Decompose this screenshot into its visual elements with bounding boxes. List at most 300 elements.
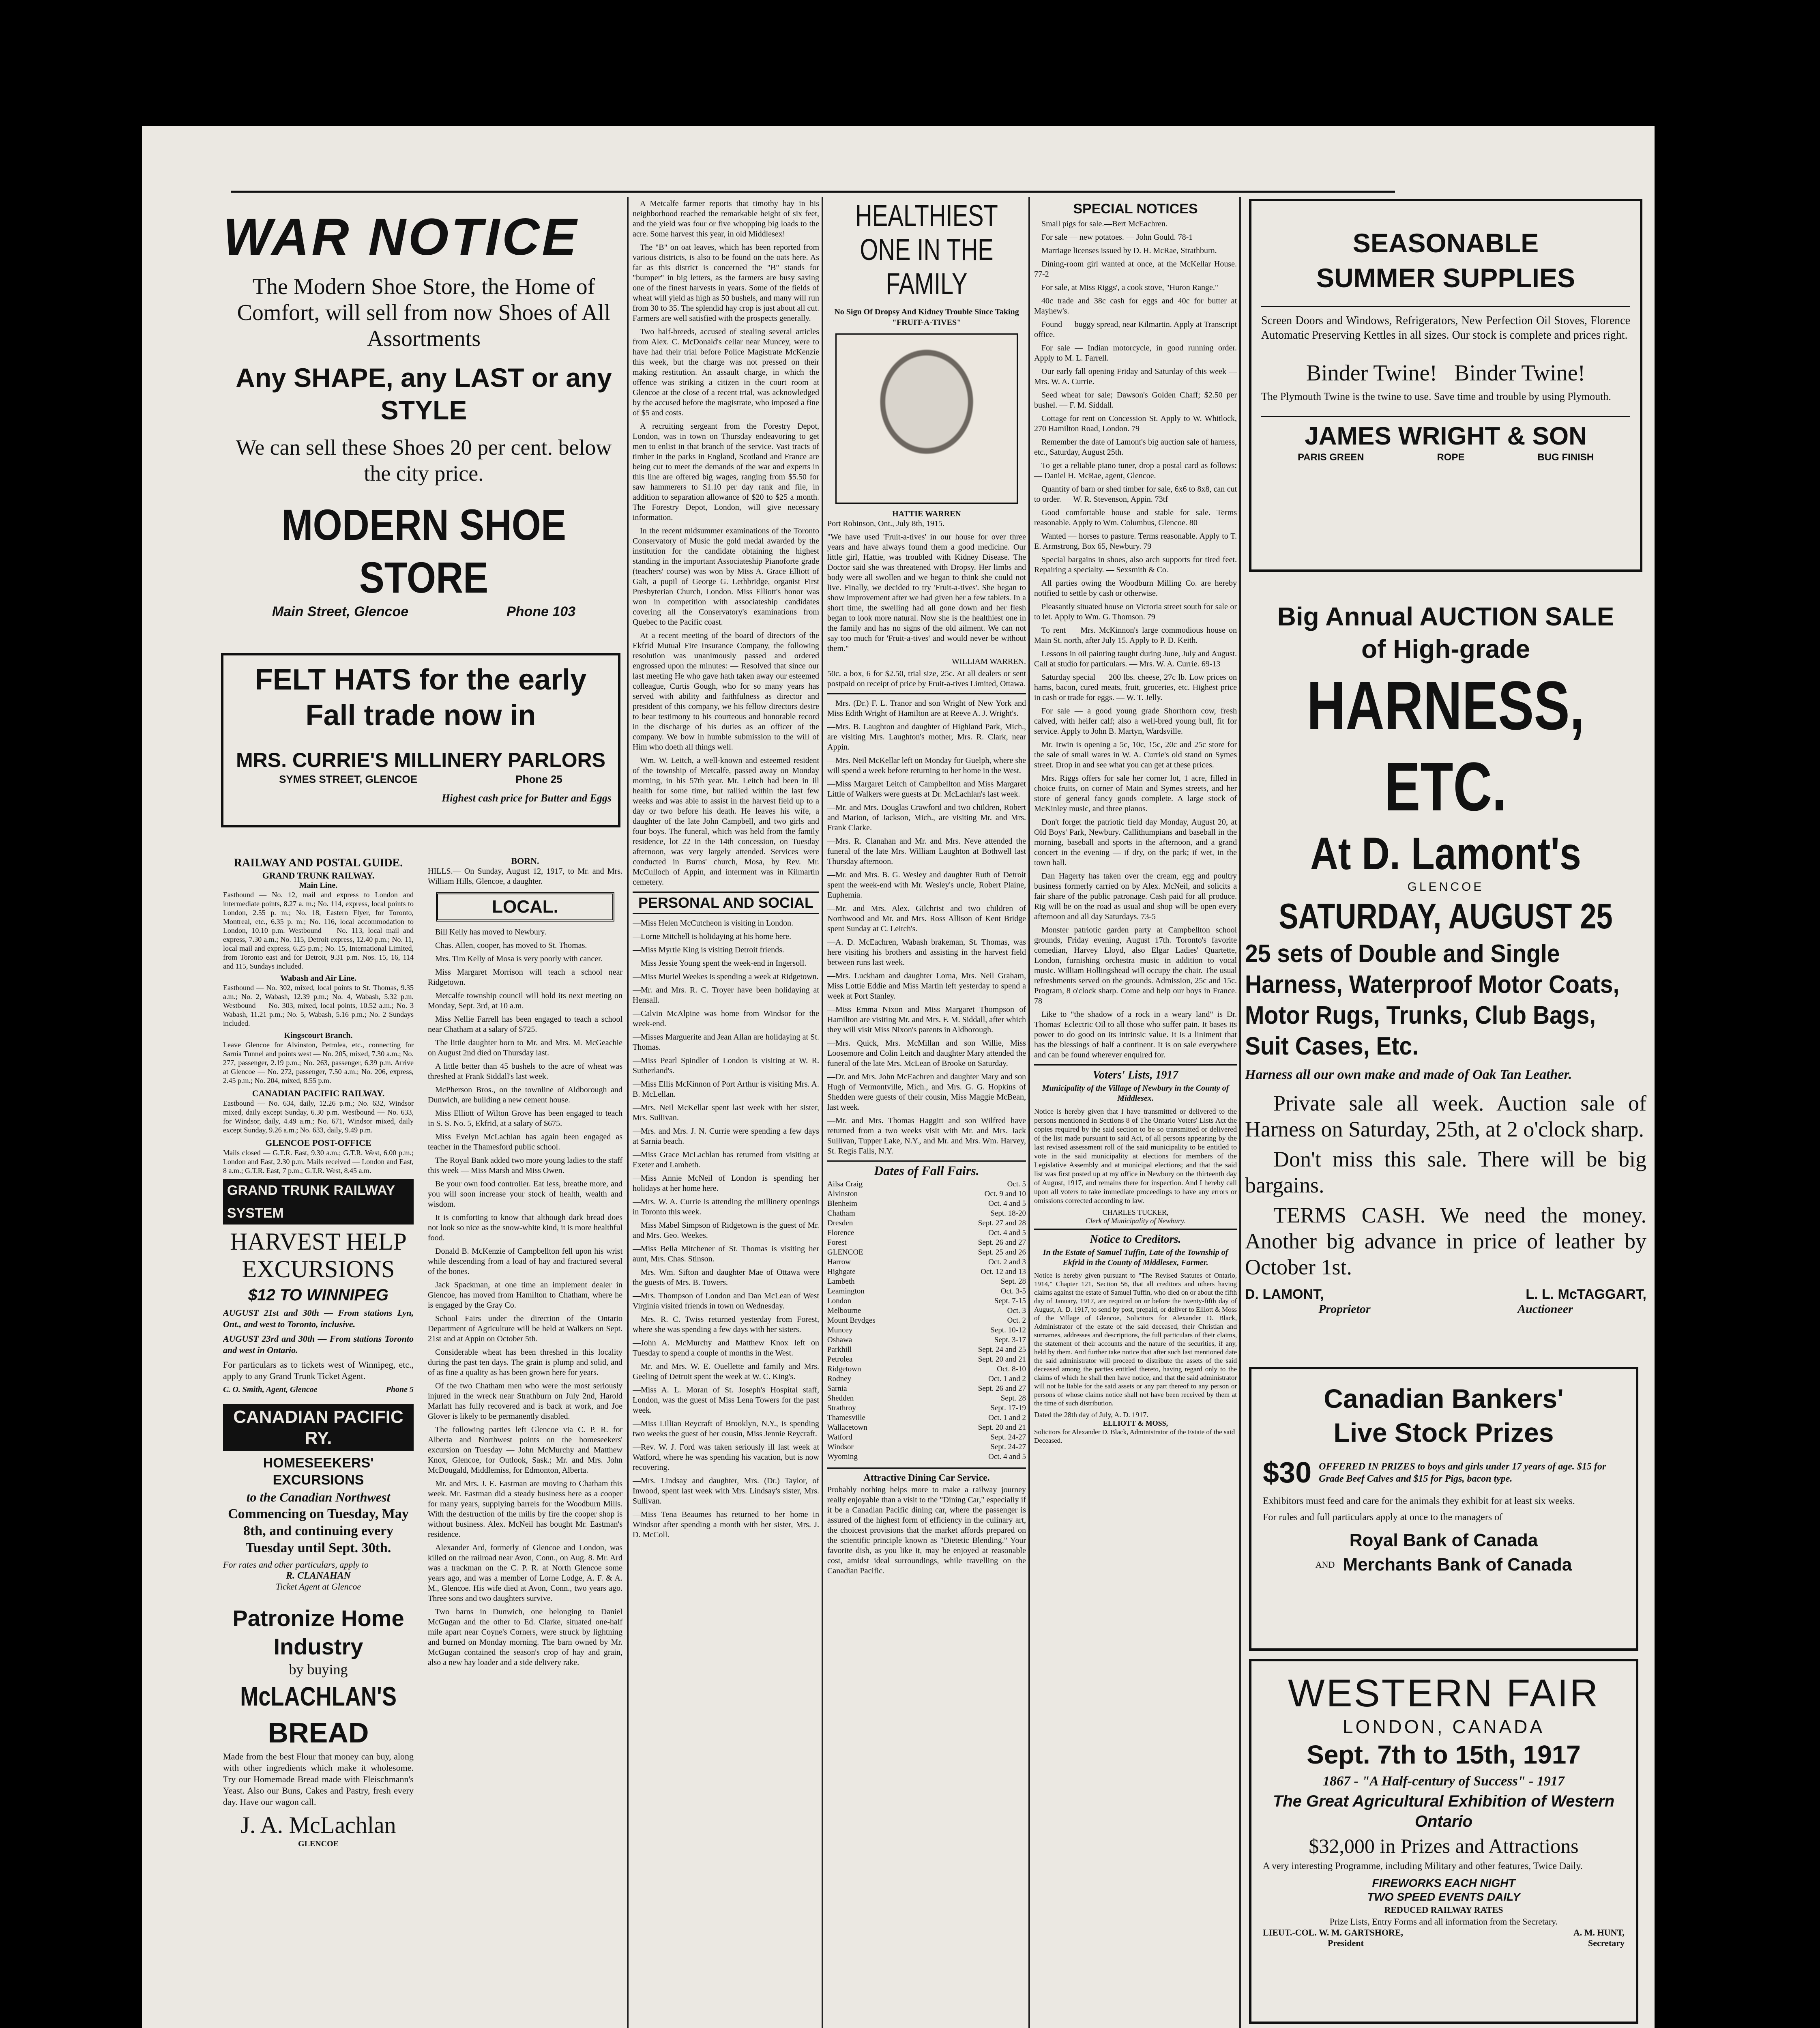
bread-town: GLENCOE	[298, 1839, 339, 1848]
fair-row	[827, 1228, 1026, 1238]
local-item: Alexander Ard, formerly of Glencoe and London, was killed on the railroad near Avon, Conn., on Aug. 8. Mr. Ard was a trackman on the C. P. R. at North Glencoe some years ago, and was a member of Lorne Lodge, A. F. & A. M., Glencoe. His wife died at Avon, Conn., two years ago. Three sons and two daughters survive.	[428, 1543, 622, 1603]
local-item: Miss Evelyn McLachlan has again been engaged as teacher in the Thamesford public school.	[428, 1132, 622, 1151]
personal-item: —Mrs. and Mrs. J. N. Currie were spending a few days at Sarnia beach.	[633, 1127, 819, 1146]
felt-hats-headline: FELT HATS for the early Fall trade now in	[255, 664, 587, 732]
special-notice: Cottage for rent on Concession St. Apply to W. Whitlock, 270 Hamilton Road, London. 79	[1034, 414, 1237, 433]
fair-row	[827, 1403, 1026, 1413]
wabash-label: Wabash and Air Line.	[280, 974, 356, 983]
fair-row	[827, 1306, 1026, 1316]
fair-place: Petrolea	[827, 1355, 853, 1364]
fair-date: Oct. 2	[1007, 1316, 1026, 1325]
war-notice-street: Main Street, Glencoe	[272, 604, 409, 619]
born-title: BORN.	[511, 856, 539, 866]
fair-date: Oct. 5	[1007, 1180, 1026, 1188]
personal-item: —Mrs. Lindsay and daughter, Mrs. (Dr.) Taylor, of Inwood, spent last week with Mrs. Lindsay's sister, Mrs. Sullivan.	[633, 1476, 819, 1506]
harvest-aug21: AUGUST 21st and 30th — From stations Lyn, Ont., and west to Toronto, inclusive.	[223, 1308, 414, 1329]
special-notice: Found — buggy spread, near Kilmartin. Apply at Transcript office.	[1034, 320, 1237, 339]
creditors-dated: Dated the 28th day of July, A. D. 1917.	[1034, 1411, 1148, 1419]
western-fair-prizes: $32,000 in Prizes and Attractions	[1309, 1835, 1579, 1857]
main-line-text: Eastbound — No. 12, mail and express to London and intermediate points, 8.27 a. m.; No. 114, express, local points to London, 2.55 p. m.; No. 18, Eastern Flyer, for Toronto, Montreal, etc., 6.35 p. m.; No. 116, local accommodation to London, 10.10 p.m. Westbound — No. 113, local mail and express, 7.30 a.m.; No. 115, Detroit express, 12.40 p.m.; No. 11, local mail and express, 6.25 p.m.; No. 15, International Limited, from Toronto east and for Detroit, 9.31 p.m. Nos. 15, 16, 114 and 115, Sundays included.	[223, 891, 414, 970]
voters-signature-title: Clerk of Municipality of Newbury.	[1085, 1217, 1186, 1225]
local-item: Miss Nellie Farrell has been engaged to teach a school near Chatham at a salary of $725.	[428, 1015, 622, 1034]
fair-place: Chatham	[827, 1209, 855, 1218]
news-item: A Metcalfe farmer reports that timothy hay in his neighborhood reached the remarkable height of six feet, and the yield was four or five whopping big loads to the acre. Some harvest this year, in old Middlesex!	[633, 199, 819, 238]
fair-date: Oct. 8-10	[997, 1365, 1026, 1373]
cpr-title: CANADIAN PACIFIC RAILWAY.	[252, 1088, 385, 1098]
war-notice-shape: Any SHAPE, any LAST or any STYLE	[236, 363, 612, 425]
auction-items: 25 sets of Double and Single Harness, Waterproof Motor Coats, Motor Rugs, Trunks, Club Bags, Suit Cases, Etc.	[1245, 940, 1620, 1060]
special-notice: Seed wheat for sale; Dawson's Golden Chaff; $2.50 per bushel. — F. M. Siddall.	[1034, 391, 1237, 410]
voters-signature: CHARLES TUCKER,	[1102, 1208, 1169, 1216]
western-fair-president-title: President	[1328, 1938, 1364, 1948]
harvest-aug23: AUGUST 23rd and 30th — From stations Toronto and west in Ontario.	[223, 1334, 414, 1355]
fair-date: Sept. 24-27	[990, 1433, 1026, 1442]
fair-row	[827, 1355, 1026, 1364]
creditors-text: Notice is hereby given pursuant to "The Revised Statutes of Ontario, 1914," Chapter 121, Section 56, that all creditors and others having claims against the estate of Samuel Tuffin, who died on or about the fifth day of January, 1917, are required on or before the twenty-fifth day of August, A. D. 1917, to send by post, prepaid, or deliver to Elliott & Moss of the Village of Glencoe, Solicitors for Alexander D. Black, Administrator of the estate of the said deceased, their Christian and surnames, addresses and descriptions, the full particulars of their claims, the statement of their accounts and the nature of the securities, if any, held by them. And further take notice that after such last mentioned date the said administrator will proceed to distribute the assets of the said deceased among the parties entitled thereto, having regard only to the claims of which he shall then have notice, and that the said administrator will not be liable for the said assets or any part thereof to any person or persons of whose claims notice shall not have been received by them at the time of such distribution.	[1034, 1272, 1237, 1407]
personal-item: —Mr. and Mrs. Thomas Haggitt and son Wilfred have returned from a two weeks visit with Mr. and Mrs. Jack Sullivan, Tupper Lake, N.Y., and Mr. and Mrs. Wm. Harvey, St. Regis Falls, N.Y.	[827, 1116, 1026, 1156]
fair-date: Oct. 4 and 5	[988, 1229, 1026, 1237]
local-item: Miss Margaret Morrison will teach a school near Ridgetown.	[428, 968, 622, 987]
auction-at: At D. Lamont's	[1310, 828, 1581, 879]
personal-item: —Miss Emma Nixon and Miss Margaret Thompson of Hamilton are visiting Mr. and Mrs. F. M. Siddall, after which they will visit Miss Nixon's parents in Aldborough.	[827, 1005, 1026, 1034]
homeseekers-rates: For rates and other particulars, apply to	[223, 1560, 369, 1570]
bankers-exhibitors: Exhibitors must feed and care for the animals they exhibit for at least six weeks.	[1263, 1496, 1575, 1506]
special-notice: To get a reliable piano tuner, drop a postal card as follows: — Daniel H. McRae, agent, Glencoe.	[1034, 461, 1237, 480]
felt-hats-phone: Phone 25	[515, 773, 562, 785]
personal-item: —Mr. and Mrs. Alex. Gilchrist and two children of Northwood and Mr. and Mrs. Ross Allison of Kent Bridge spent Sunday at C. Leitch's.	[827, 904, 1026, 933]
western-fair-ad	[1249, 1659, 1638, 2024]
fair-place: Rodney	[827, 1375, 852, 1383]
local-item: Metcalfe township council will hold its next meeting on Monday, Sept. 3rd, at 10 a.m.	[428, 991, 622, 1010]
fair-date: Sept. 26 and 27	[978, 1238, 1026, 1247]
auction-auctioneer: L. L. McTAGGART,	[1526, 1287, 1646, 1302]
top-rule	[231, 191, 1395, 193]
special-notice: Monster patriotic garden party at Campbellton school grounds, Friday evening, August 17th. Toronto's favorite comedian, Harvey Lloyd, also Elgar Ladies' Quartette, London, furnishing orchestra music in addition to vocal music. William Hollingshead will occupy the chair. The usual refreshments served on the grounds. Admission, 25c and 15c. Program, 8 o'clock sharp. Come and help our boys in France. 78	[1034, 926, 1237, 1005]
special-notice: Our early fall opening Friday and Saturday of this week — Mrs. W. A. Currie.	[1034, 367, 1237, 386]
special-notice: Quantity of barn or shed timber for sale, 6x6 to 8x8, can cut to order. — W. R. Stevenson, Appin. 73tf	[1034, 485, 1237, 504]
personal-title: PERSONAL AND SOCIAL	[633, 892, 819, 914]
product-paris-green: PARIS GREEN	[1297, 452, 1364, 463]
local-heading: LOCAL.	[492, 897, 558, 917]
personal-item: —Miss Bella Mitchener of St. Thomas is visiting her aunt, Mrs. Chas. Stinson.	[633, 1244, 819, 1263]
special-notice: Lessons in oil painting taught during June, July and August. Call at studio for particulars. — Mrs. W. A. Currie. 69-13	[1034, 649, 1237, 668]
western-fair-programme: A very interesting Programme, including Military and other features, Twice Daily.	[1263, 1861, 1583, 1871]
dining-car-title: Attractive Dining Car Service.	[827, 1467, 1026, 1485]
product-rope: ROPE	[1437, 452, 1465, 463]
born-text: HILLS.— On Sunday, August 12, 1917, to Mr. and Mrs. William Hills, Glencoe, a daughter.	[428, 867, 622, 886]
fair-row	[827, 1413, 1026, 1423]
auction-terms: TERMS CASH. We need the money. Another big advance in price of leather by October 1st.	[1245, 1203, 1646, 1279]
personal-item: —Miss Mabel Simpson of Ridgetown is the guest of Mr. and Mrs. Geo. Weekes.	[633, 1221, 819, 1240]
personal-item: —Mrs. Neil McKellar spent last week with her sister, Mrs. Sullivan.	[633, 1103, 819, 1122]
personal-item: —Mrs. B. Laughton and daughter of Highland Park, Mich., are visiting Mrs. Laughton's mother, Mrs. R. Clark, near Appin.	[827, 722, 1026, 752]
homeseekers-agent: R. CLANAHAN	[285, 1570, 351, 1581]
special-notice: 40c trade and 38c cash for eggs and 40c for butter at Mayhew's.	[1034, 296, 1237, 316]
war-notice-store: MODERN SHOE STORE	[281, 500, 566, 602]
special-notice: Wanted — horses to pasture. Terms reasonable. Apply to T. E. Armstrong, Box 65, Newbury. 79	[1034, 532, 1237, 551]
personal-item: —Miss Margaret Leitch of Campbellton and Miss Margaret Little of Walkers were guests at Dr. McLachlan's last week.	[827, 780, 1026, 799]
product-bug-finish: BUG FINISH	[1537, 452, 1594, 463]
bread-text: Made from the best Flour that money can buy, along with other ingredients which make it wholesome. Try our Homemade Bread made with Fleischmann's Yeast. Also our Buns, Cakes and Pastry, fresh every day. Have our wagon call.	[223, 1751, 414, 1807]
newspaper-page	[142, 126, 1655, 2028]
personal-item: —Mrs. Neil McKellar left on Monday for Guelph, where she will spend a week before returning to her home in the West.	[827, 756, 1026, 775]
western-fair-fireworks: FIREWORKS EACH NIGHT	[1372, 1877, 1515, 1889]
personal-item: —Lorne Mitchell is holidaying at his home here.	[633, 932, 792, 941]
fair-date: Oct. 1 and 2	[988, 1414, 1026, 1422]
local-items	[428, 927, 622, 1668]
personal-item: —Miss Jessie Young spent the week-end in Ingersoll.	[633, 959, 807, 968]
bankers-bank1: Royal Bank of Canada	[1349, 1530, 1538, 1550]
special-notice: For sale — new potatoes. — John Gould. 78-1	[1041, 233, 1193, 242]
western-fair-dates: Sept. 7th to 15th, 1917	[1307, 1740, 1581, 1769]
fair-date: Oct. 4 and 5	[988, 1452, 1026, 1461]
personal-item: —Mrs. (Dr.) F. L. Tranor and son Wright of New York and Miss Edith Wright of Hamilton are at Reeve A. J. Wright's.	[827, 699, 1026, 718]
war-notice-intro: The Modern Shoe Store, the Home of Comfort, will sell from now Shoes of All Assortments	[237, 274, 611, 351]
fair-row	[827, 1287, 1026, 1296]
fair-place: Muncey	[827, 1326, 853, 1334]
column-rule	[1239, 197, 1241, 2028]
special-notice: Saturday special — 200 lbs. cheese, 27c lb. Low prices on hams, bacon, cured meats, fruit, groceries, etc. Highest price in cash or trade for eggs. — W. T. Jelly.	[1034, 673, 1237, 702]
creditors-firm: ELLIOTT & MOSS,	[1103, 1419, 1168, 1427]
column-rule	[1028, 197, 1030, 2028]
special-notice: Remember the date of Lamont's big auction sale of harness, etc., Saturday, August 25th.	[1034, 438, 1237, 457]
fruit-a-tives-signature: WILLIAM WARREN.	[952, 657, 1026, 666]
news-item: Wm. W. Leitch, a well-known and esteemed resident of the township of Metcalfe, passed away on Monday morning, in his 57th year. Mr. Leitch had been in ill health for some time, but rallied within the last few weeks and was able to assist in the harvest field up to a day or two before his death. He leaves his wife, a daughter of the late John Campbell, and two girls and four boys. The funeral, which was held from the family residence, lot 22 in the 14th concession, on Tuesday afternoon, was very largely attended. Services were conducted in Burns' church, Mosa, by Rev. Mr. McCulloch of Appin, and interment was in Kilmartin cemetery.	[633, 756, 819, 887]
bankers-amount: $30	[1263, 1457, 1312, 1489]
local-item: Considerable wheat has been threshed in this locality during the past ten days. The grain is plump and solid, and of as fine a quality as has been grown here for years.	[428, 1348, 622, 1377]
personal-item: —Calvin McAlpine was home from Windsor for the week-end.	[633, 1009, 819, 1028]
auction-town: GLENCOE	[1407, 880, 1484, 894]
special-notice: All parties owing the Woodburn Milling Co. are hereby notified to settle by cash or otherwise.	[1034, 579, 1237, 598]
fair-place: Melbourne	[827, 1306, 861, 1315]
fruit-a-tives-sub: No Sign Of Dropsy And Kidney Trouble Since Taking "FRUIT-A-TIVES"	[834, 307, 1019, 327]
harvest-particulars: For particulars as to tickets west of Winnipeg, etc., apply to any Grand Trunk Ticket Agent.	[223, 1360, 414, 1381]
local-item: It is comforting to know that although dark bread does not look so nice as the snow-white kind, it is more healthful food.	[428, 1213, 622, 1242]
harvest-phone: Phone 5	[386, 1385, 414, 1394]
fair-row	[827, 1257, 1026, 1267]
local-item: School Fairs under the direction of the Ontario Department of Agriculture will be held at Walkers on Sept. 21st and at Appin on October 5th.	[428, 1314, 622, 1343]
fair-date: Sept. 28	[1000, 1277, 1026, 1286]
special-notice: Mr. Irwin is opening a 5c, 10c, 15c, 20c and 25c store for the sale of small wares in W. A. Currie's old stand on Symes street. Drop in and see what you can get at these prices.	[1034, 740, 1237, 769]
felt-hats-street: SYMES STREET, GLENCOE	[279, 773, 418, 785]
fair-row	[827, 1179, 1026, 1189]
fairs-table	[827, 1179, 1026, 1462]
fair-place: Florence	[827, 1229, 854, 1237]
special-notice: Pleasantly situated house on Victoria street south for sale or to let. Apply to Wm. G. Thomson. 79	[1034, 602, 1237, 621]
fair-date: Oct. 3	[1007, 1306, 1026, 1315]
local-heading-box	[436, 892, 614, 922]
personal-item: —Mrs. Luckham and daughter Lorna, Mrs. Neil Graham, Miss Lottie Eddie and Miss Martin left yesterday to spend a week at Port Stanley.	[827, 971, 1026, 1001]
twine-text: The Plymouth Twine is the twine to use. Save time and trouble by using Plymouth.	[1261, 391, 1611, 402]
western-fair-title: WESTERN FAIR	[1288, 1671, 1600, 1715]
fair-date: Oct. 4 and 5	[988, 1199, 1026, 1208]
fair-row	[827, 1374, 1026, 1384]
local-item: Two barns in Dunwich, one belonging to Daniel McGugan and the other to Ed. Clarke, situated one-half mile apart near Coyne's Corners, were struck by lightning and burned on Monday morning. The barn owned by Mr. McGugan contained the season's crop of hay and grain, also a new hay loader and a side delivery rake.	[428, 1607, 622, 1667]
local-item: Miss Elliott of Wilton Grove has been engaged to teach in S. S. No. 5, Ekfrid, at a salary of $675.	[428, 1109, 622, 1128]
special-notice: Marriage licenses issued by D. H. McRae, Strathburn.	[1041, 246, 1217, 255]
fruit-a-tives-dateline: Port Robinson, Ont., July 8th, 1915.	[827, 519, 944, 528]
homeseekers-sub: to the Canadian Northwest	[246, 1490, 391, 1504]
fair-place: Windsor	[827, 1443, 854, 1451]
special-notice: Special bargains in shoes, also arch supports for tired feet. Repairing a specialty. — Sexsmith & Co.	[1034, 555, 1237, 574]
fair-row	[827, 1423, 1026, 1433]
special-notice: Mrs. Riggs offers for sale her corner lot, 1 acre, filled in choice fruits, on corner of Main and Symes streets, and her store of general fancy goods complete. A large stock of McKinley music, and three pianos.	[1034, 774, 1237, 813]
fair-row	[827, 1442, 1026, 1452]
western-fair-century: 1867 - "A Half-century of Success" - 1917	[1323, 1774, 1565, 1789]
news-item: A recruiting sergeant from the Forestry Depot, London, was in town on Thursday endeavoring to get men to enlist in that branch of the service. Vast tracts of timber in the parks in England, Scotland and France are being cut to meet the demands of the war and experts in this line are offered big wages, ranging from $5.50 for saw hammerers to $1.10 per day rank and file, in addition to separation allowance of $20 to $25 a month. The Forestry Depot, London, will give necessary information.	[633, 422, 819, 522]
fair-row	[827, 1218, 1026, 1228]
bankers-offer: OFFERED IN PRIZES to boys and girls under 17 years of age. $15 for Grade Beef Calves and $15 for Pigs, bacon type.	[1319, 1461, 1606, 1484]
harvest-agent: C. O. Smith, Agent, Glencoe	[223, 1385, 318, 1394]
special-notices-title: SPECIAL NOTICES	[1073, 201, 1198, 217]
western-fair-secretary: A. M. HUNT,	[1573, 1927, 1625, 1938]
bankers-bank2: Merchants Bank of Canada	[1343, 1555, 1572, 1575]
auction-proprietor: D. LAMONT,	[1245, 1287, 1324, 1302]
wabash-text: Eastbound — No. 302, mixed, local points to St. Thomas, 9.35 a.m.; No. 2, Wabash, 12.39 p.m.; No. 4, Wabash, 5.32 p.m. Westbound — No. 303, mixed, local points, 10.52 a.m.; No. 3 Wabash, 11.21 p.m.; No. 5, Wabash, 5.16 p.m.; No. 2 Sundays included.	[223, 984, 414, 1027]
railway-guide-title: RAILWAY AND POSTAL GUIDE.	[234, 857, 403, 869]
column-4-items	[827, 698, 1026, 1156]
personal-item: —Miss Annie McNeil of London is spending her holidays at her home here.	[633, 1174, 819, 1193]
personal-item: —Rev. W. J. Ford was taken seriously ill last week at Watford, where he was spending his vacation, but is now recovering.	[633, 1443, 819, 1472]
local-item: The following parties left Glencoe via C. P. R. for Alberta and Northwest points on the homeseekers' excursion on Tuesday — John McMurchy and Matthew Knox, Glencoe, for Outlook, Sask.; Mr. and Mrs. John McDougald, Middlemiss, for Edmonton, Alberta.	[428, 1425, 622, 1475]
personal-item: —Miss Tena Beaumes has returned to her home in Windsor after spending a month with her sister, Mrs. J. D. McColl.	[633, 1510, 819, 1539]
fair-date: Sept. 17-19	[990, 1404, 1026, 1412]
personal-item: —Dr. and Mrs. John McEachren and daughter Mary and son Hugh of Vermontville, Mich., and Mrs. G. G. Hopkins of Shedden were guests of their cousin, Miss Maggie McBean, last week.	[827, 1072, 1026, 1112]
fair-place: Parkhill	[827, 1345, 852, 1354]
fruit-a-tives-headline: HEALTHIEST ONE IN THE FAMILY	[855, 199, 998, 301]
cpr-text: Eastbound — No. 634, daily, 12.26 p.m.; No. 632, Windsor mixed, daily except Sunday, 6.30 p.m. Westbound — No. 633, for Windsor, daily, 4.49 a.m.; No. 671, Windsor mixed, daily except Sunday, 9.26 a.m.; No. 633, daily, 9.49 p.m.	[223, 1099, 414, 1134]
fair-date: Sept. 18-20	[990, 1209, 1026, 1218]
dining-car-text: Probably nothing helps more to make a railway journey really enjoyable than a visit to the "Dining Car," especially if it be a Canadian Pacific dining car, where the passenger is assured of the highest form of efficiency in the culinary art, the choicest provisions that the market affords prepared on the scientific principle known as "Dietetic Blending." Your favorite dish, as you like it, may be enjoyed at reasonable cost, amidst ideal surroundings, while travelling on the Canadian Pacific.	[827, 1485, 1026, 1575]
local-item: Jack Spackman, at one time an implement dealer in Glencoe, has moved from Hamilton to Chatham, where he is engaged by the Gray Co.	[428, 1280, 622, 1310]
personal-item: —Miss Helen McCutcheon is visiting in London.	[633, 919, 794, 928]
kingscourt-text: Leave Glencoe for Alvinston, Petrolea, etc., connecting for Sarnia Tunnel and points west — No. 205, mixed, 7.30 a.m.; No. 277, passenger, 2.19 p.m.; No. 263, passenger, 6.39 p.m. Arrive at Glencoe — No. 272, passenger, 7.50 a.m.; No. 206, express, 2.45 p.m.; No. 204, mixed, 8.55 p.m.	[223, 1041, 414, 1085]
fruit-a-tives-price: 50c. a box, 6 for $2.50, trial size, 25c. At all dealers or sent postpaid on receipt of price by Fruit-a-tives Limited, Ottawa.	[827, 669, 1026, 688]
personal-item: —Miss Ellis McKinnon of Port Arthur is visiting Mrs. A. B. McLellan.	[633, 1080, 819, 1099]
western-fair-lists: Prize Lists, Entry Forms and all information from the Secretary.	[1329, 1916, 1558, 1927]
homeseekers-agent-title: Ticket Agent at Glencoe	[275, 1581, 361, 1592]
seasonable-title-1: SEASONABLE	[1352, 228, 1539, 258]
personal-item: —Miss Muriel Weekes is spending a week at Ridgetown.	[633, 972, 819, 981]
bankers-title-2: Live Stock Prizes	[1333, 1418, 1554, 1448]
news-item: The "B" on oat leaves, which has been reported from various districts, is also to be found on the oats here. As far as this district is concerned the "B" stands for "bumper" in big letters, as the farmers are busy saving one of the finest harvests in years. Some of the fields of wheat will yield as high as 50 bushels, and many will run from 30 to 35. The splendid hay crop is just about all cut. Farmers are well satisfied with the prospects generally.	[633, 243, 819, 323]
fair-place: Leamington	[827, 1287, 865, 1295]
fair-row	[827, 1189, 1026, 1199]
auction-harness: HARNESS, ETC.	[1307, 667, 1585, 825]
personal-items	[633, 918, 819, 1540]
fair-place: GLENCOE	[827, 1248, 863, 1257]
fair-place: London	[827, 1297, 852, 1305]
fair-place: Thamesville	[827, 1414, 865, 1422]
special-notice: Dining-room girl wanted at once, at the McKellar House. 77-2	[1034, 260, 1237, 279]
auction-date: SATURDAY, AUGUST 25	[1279, 896, 1613, 936]
fair-row	[827, 1199, 1026, 1209]
bread-bread: BREAD	[268, 1717, 369, 1749]
special-notice: For sale — Indian motorcycle, in good running order. Apply to M. L. Farrell.	[1034, 344, 1237, 363]
james-wright-firm: JAMES WRIGHT & SON	[1305, 422, 1587, 450]
fair-place: Blenheim	[827, 1199, 857, 1208]
felt-hats-store: MRS. CURRIE'S MILLINERY PARLORS	[236, 749, 605, 771]
fair-place: Shedden	[827, 1394, 854, 1403]
grand-trunk-logo: GRAND TRUNK RAILWAY SYSTEM	[223, 1179, 414, 1225]
fair-row	[827, 1248, 1026, 1257]
fair-date: Sept. 7-15	[994, 1297, 1026, 1305]
special-notice: Good comfortable house and stable for sale. Terms reasonable. Apply to Wm. Columbus, Glencoe. 80	[1034, 508, 1237, 527]
personal-item: —Miss Lillian Reycraft of Brooklyn, N.Y., is spending two weeks the guest of her cousin, Miss Jennie Reycraft.	[633, 1419, 819, 1438]
fairs-title: Dates of Fall Fairs.	[827, 1160, 1026, 1179]
homeseekers-title: HOMESEEKERS' EXCURSIONS	[263, 1455, 374, 1488]
war-notice-title: WAR NOTICE	[223, 209, 579, 266]
western-fair-rates: REDUCED RAILWAY RATES	[1384, 1905, 1503, 1915]
local-item: The little daughter born to Mr. and Mrs. M. McGeachie on August 2nd died on Thursday last.	[428, 1038, 622, 1057]
harvest-title: HARVEST HELP EXCURSIONS	[230, 1228, 407, 1283]
column-rule	[627, 197, 629, 2028]
fair-place: Harrow	[827, 1258, 851, 1266]
column-3-items	[633, 199, 819, 887]
bread-signature: J. A. McLachlan	[240, 1812, 396, 1838]
voters-text: Notice is hereby given that I have transmitted or delivered to the persons mentioned in Sections 8 of The Ontario Voters' Lists Act the copies required by the said section to be so transmitted or delivered of the list made pursuant to said Act, of all persons appearing by the last revised assessment roll of the said municipality to be entitled to vote in the said municipality at elections for members of the Legislative Assembly and at municipal elections; and that the said list was first posted up at my office in Newbury on the thirteenth day of August, 1917, and remains there for inspection. And I hereby call upon all voters to take immediate proceedings to have any errors or omissions corrected according to law.	[1034, 1107, 1237, 1205]
western-fair-president: LIEUT.-COL. W. M. GARTSHORE,	[1263, 1927, 1403, 1938]
special-notice: For sale, at Miss Riggs', a cook stove, "Huron Range."	[1041, 283, 1218, 292]
creditors-title: Notice to Creditors.	[1034, 1229, 1237, 1248]
fair-date: Sept. 25 and 26	[978, 1248, 1026, 1257]
bread-by: by buying	[289, 1661, 348, 1678]
harvest-price: $12 TO WINNIPEG	[248, 1286, 388, 1304]
fair-row	[827, 1209, 1026, 1218]
fair-row	[827, 1326, 1026, 1335]
fair-date: Oct. 9 and 10	[984, 1190, 1026, 1198]
creditors-sub: In the Estate of Samuel Tuffin, Late of the Township of Ekfrid in the County of Middlesex, Farmer.	[1043, 1248, 1228, 1267]
personal-item: —Mr. and Mrs. Douglas Crawford and two children, Robert and Marion, of Jackson, Mich., are visiting Mr. and Mrs. Frank Clarke.	[827, 803, 1026, 832]
fair-place: Highgate	[827, 1268, 856, 1276]
personal-item: —Mrs. Quick, Mrs. McMillan and son Willie, Miss Loosemore and Colin Leitch and daughter Mary attended the funeral of the late Mrs. McLean of Brooke on Saturday.	[827, 1039, 1026, 1068]
fair-date: Sept. 3-17	[994, 1336, 1026, 1344]
special-notice: To rent — Mrs. McKinnon's large commodious house on Main St. north, after July 15. Apply to P. D. Keith.	[1034, 626, 1237, 645]
western-fair-great: The Great Agricultural Exhibition of Western Ontario	[1273, 1792, 1615, 1830]
personal-item: —Mrs. W. A. Currie is attending the millinery openings in Toronto this week.	[633, 1197, 819, 1216]
fair-date: Oct. 2 and 3	[988, 1258, 1026, 1266]
bread-line1: Patronize Home Industry	[232, 1605, 404, 1659]
personal-item: —Mr. and Mrs. W. E. Ouellette and family and Mrs. Geeling of Detroit spent the week at W. C. King's.	[633, 1362, 819, 1381]
seasonable-title-2: SUMMER SUPPLIES	[1316, 263, 1575, 293]
personal-item: —Mrs. Wm. Sifton and daughter Mae of Ottawa were the guests of Mrs. B. Towers.	[633, 1268, 819, 1287]
fair-row	[827, 1316, 1026, 1326]
fair-row	[827, 1384, 1026, 1394]
personal-item: —Mrs. R. C. Twiss returned yesterday from Forest, where she was spending a few days with her sisters.	[633, 1315, 819, 1334]
news-item: In the recent midsummer examinations of the Toronto Conservatory of Music the gold medal awarded by the institution for the candidate obtaining the highest standing in the important Associateship Pianoforte grade (teachers' course) was won by Miss A. Grace Elliott of Galt, a pupil of George G. Lethbridge, organist First Presbyterian Church, London. Miss Elliott's honor was won in competition with associateship candidates covering all the Conservatory's examinations from Quebec to the Pacific coast.	[633, 526, 819, 627]
personal-item: —Mr. and Mrs. R. C. Troyer have been holidaying at Hensall.	[633, 986, 819, 1005]
creditors-firm-title: Solicitors for Alexander D. Black, Administrator of the Estate of the said Deceased.	[1034, 1428, 1235, 1444]
voters-sub: Municipality of the Village of Newbury in the County of Middlesex.	[1042, 1084, 1229, 1103]
main-line-label: Main Line.	[299, 881, 338, 890]
column-5	[1034, 199, 1237, 2028]
column-1	[223, 856, 622, 2028]
fair-date: Oct. 12 and 13	[981, 1268, 1026, 1276]
voters-title: Voters' Lists, 1917	[1034, 1064, 1237, 1083]
felt-hats-ad	[221, 653, 620, 827]
fair-place: Wallacetown	[827, 1423, 867, 1432]
western-fair-city: LONDON, CANADA	[1342, 1716, 1545, 1737]
fair-row	[827, 1394, 1026, 1403]
special-notice: Don't forget the patriotic field day Monday, August 20, at Old Boys' Park, Newbury. Callithumpians and baseball in the morning, baseball and sports in the afternoon, and a grand concert in the evening — if dry, on the park; if wet, in the town hall.	[1034, 818, 1237, 867]
auction-sale-ad	[1245, 600, 1646, 1424]
fair-row	[827, 1296, 1026, 1306]
fair-date: Sept. 24 and 25	[978, 1345, 1026, 1354]
column-4	[827, 199, 1026, 2028]
fair-date: Sept. 28	[1000, 1394, 1026, 1403]
local-item: A little better than 45 bushels to the acre of wheat was threshed at Frank Siddall's last week.	[428, 1062, 622, 1081]
local-item: Mrs. Tim Kelly of Mosa is very poorly with cancer.	[435, 954, 603, 963]
bankers-prizes-ad	[1249, 1367, 1638, 1651]
western-fair-speed: TWO SPEED EVENTS DAILY	[1367, 1891, 1520, 1903]
post-office-title: GLENCOE POST-OFFICE	[265, 1138, 371, 1148]
column-3	[633, 199, 819, 2028]
war-notice-ad	[223, 209, 625, 683]
auction-dont-miss: Don't miss this sale. There will be big bargains.	[1245, 1147, 1646, 1197]
fair-row	[827, 1364, 1026, 1374]
special-notice: Like to "the shadow of a rock in a weary land" is Dr. Thomas' Eclectric Oil to all those who suffer pain. It bases its power to do good on its intrinsic value. It is a liniment that has the blessings of half a continent. It is on sale everywhere and can be found wherever enquired for.	[1034, 1010, 1237, 1059]
auction-own-make: Harness all our own make and made of Oak Tan Leather.	[1245, 1067, 1572, 1082]
personal-item: —Miss A. L. Moran of St. Joseph's Hospital staff, London, was the guest of Miss Lena Towers for the past week.	[633, 1386, 819, 1415]
binder-twine: Binder Twine! Binder Twine!	[1306, 361, 1586, 386]
fruit-a-tives-caption: HATTIE WARREN	[892, 509, 961, 518]
homeseekers-text: Commencing on Tuesday, May 8th, and continuing every Tuesday until Sept. 30th.	[228, 1506, 409, 1555]
fair-row	[827, 1433, 1026, 1442]
local-item: Of the two Chatham men who were the most seriously injured in the wreck near Strathburn on July 2nd, Harold Marlatt has fully recovered and is back at work, and Joe Glover is likely to be permanently disabled.	[428, 1381, 622, 1421]
fair-place: Ridgetown	[827, 1365, 861, 1373]
special-notice: Small pigs for sale.—Bert McEachren.	[1041, 219, 1168, 228]
fair-place: Ailsa Craig	[827, 1180, 863, 1188]
gtr-title: GRAND TRUNK RAILWAY.	[262, 870, 375, 881]
local-item: McPherson Bros., on the townline of Aldborough and Dunwich, are building a new cement house.	[428, 1085, 622, 1104]
column-rule	[822, 197, 823, 2028]
auction-private: Private sale all week. Auction sale of Harness on Saturday, 25th, at 2 o'clock sharp.	[1245, 1091, 1646, 1141]
seasonable-text: Screen Doors and Windows, Refrigerators, New Perfection Oil Stoves, Florence Automatic Preserving Kettles in all sizes. Our stock is complete and prices right.	[1261, 314, 1630, 342]
fair-place: Alvinston	[827, 1190, 858, 1198]
personal-item: —Miss Myrtle King is visiting Detroit friends.	[633, 945, 784, 954]
local-item: Bill Kelly has moved to Newbury.	[435, 928, 547, 937]
fair-place: Strathroy	[827, 1404, 856, 1412]
special-notices-items	[1034, 219, 1237, 1060]
fair-date: Oct. 3-5	[1000, 1287, 1026, 1295]
personal-item: —Mr. and Mrs. B. G. Wesley and daughter Ruth of Detroit spent the week-end with Mr. Wesley's uncle, Robert Plaine, Euphemia.	[827, 870, 1026, 900]
local-item: Chas. Allen, cooper, has moved to St. Thomas.	[435, 941, 587, 950]
western-fair-secretary-title: Secretary	[1588, 1938, 1625, 1948]
personal-item: —Mrs. Thompson of London and Dan McLean of West Virginia visited friends in town on Wednesday.	[633, 1291, 819, 1310]
fair-date: Sept. 27 and 28	[978, 1219, 1026, 1227]
felt-hats-note: Highest cash price for Butter and Eggs	[442, 792, 612, 804]
personal-item: —John A. McMurchy and Matthew Knox left on Tuesday to spend a couple of months in the West.	[633, 1338, 819, 1358]
personal-item: —Mrs. R. Clanahan and Mr. and Mrs. Neve attended the funeral of the late Mrs. William Laughton at Bothwell last Thursday afternoon.	[827, 837, 1026, 866]
fair-row	[827, 1335, 1026, 1345]
fair-row	[827, 1277, 1026, 1287]
fair-place: Sarnia	[827, 1384, 847, 1393]
war-notice-offer: We can sell these Shoes 20 per cent. below the city price.	[236, 435, 612, 486]
fair-date: Oct. 1 and 2	[988, 1375, 1026, 1383]
personal-item: —Misses Marguerite and Jean Allan are holidaying at St. Thomas.	[633, 1033, 819, 1052]
fair-date: Sept. 20 and 21	[978, 1355, 1026, 1364]
post-office-text: Mails closed — G.T.R. East, 9.30 a.m.; G.T.R. West, 6.00 p.m.; London and East, 2.30 p.m. Mails received — London and East, 8 a.m.; G.T.R. East, 7 p.m.; G.T.R. West, 8.45 a.m.	[223, 1149, 414, 1175]
fair-place: Lambeth	[827, 1277, 855, 1286]
war-notice-phone: Phone 103	[507, 604, 576, 619]
local-item: Be your own food controller. Eat less, breathe more, and you will soon increase your stock of health, wealth and wisdom.	[428, 1179, 622, 1209]
auction-line1: Big Annual AUCTION SALE	[1277, 602, 1614, 631]
fair-date: Sept. 20 and 21	[978, 1423, 1026, 1432]
fair-place: Dresden	[827, 1219, 853, 1227]
hattie-warren-photo	[835, 333, 1018, 504]
fair-row	[827, 1267, 1026, 1277]
personal-item: —A. D. McEachren, Wabash brakeman, St. Thomas, was here visiting his brothers and assisting in the harvest field between runs last week.	[827, 938, 1026, 967]
